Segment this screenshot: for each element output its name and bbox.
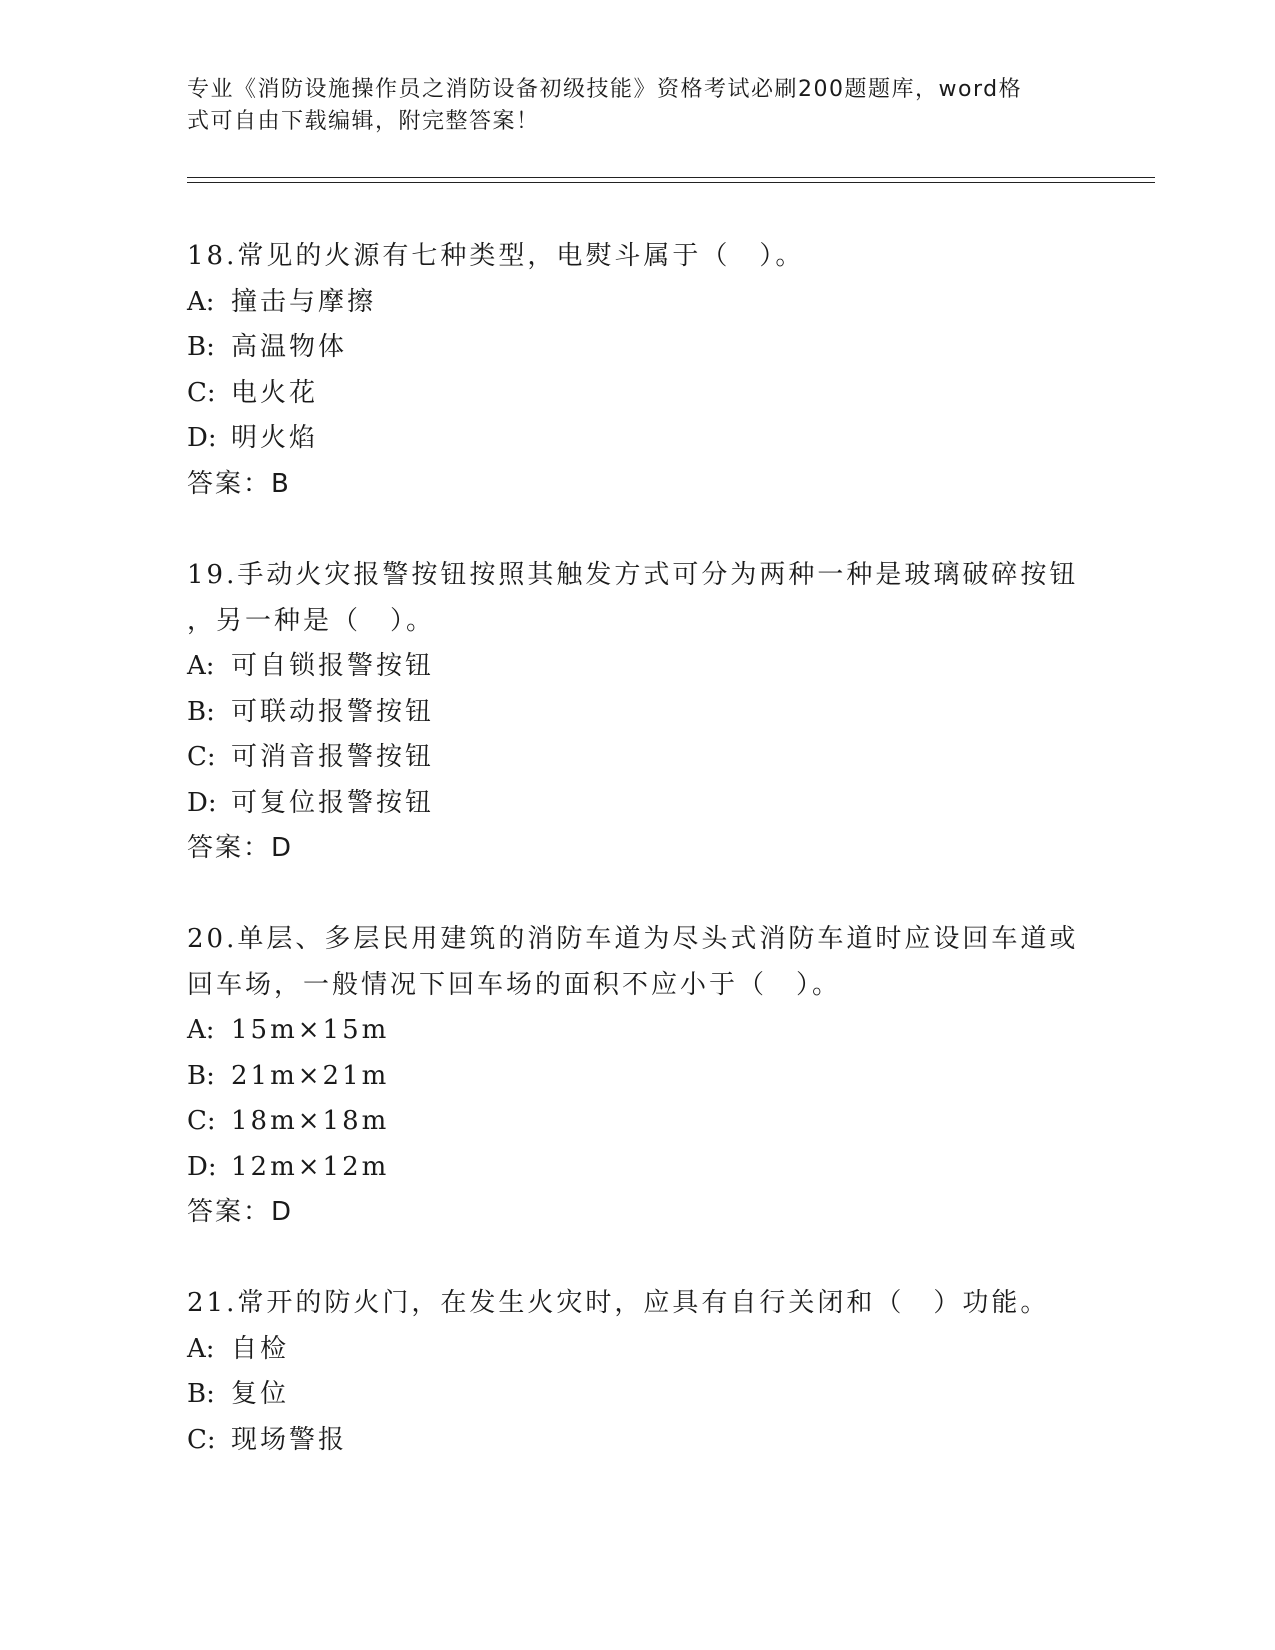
option-c xyxy=(187,371,1087,417)
option-c xyxy=(187,1099,1087,1145)
header-divider xyxy=(187,182,1155,183)
option-a xyxy=(187,644,1087,690)
option-letter: C: xyxy=(187,742,216,772)
question-block xyxy=(187,917,1087,1236)
question-block xyxy=(187,553,1087,872)
option-c xyxy=(187,735,1087,781)
option-text: 可复位报警按钮 xyxy=(231,787,435,818)
question-stem: 18.常见的火源有七种类型，电熨斗属于（ ）。 xyxy=(187,241,805,271)
question-stem: 19.手动火灾报警按钮按照其触发方式可分为两种一种是玻璃破碎按钮 xyxy=(187,560,1079,590)
option-a xyxy=(187,1327,1087,1373)
option-letter: A: xyxy=(187,651,215,681)
option-text: 高温物体 xyxy=(231,332,348,362)
option-letter: B: xyxy=(187,332,215,362)
question-block xyxy=(187,1281,1087,1463)
option-b xyxy=(187,1372,1087,1418)
option-text: 12m×12m xyxy=(231,1151,390,1182)
header-divider xyxy=(187,177,1155,178)
option-text: 可自锁报警按钮 xyxy=(231,651,435,681)
option-text: 可联动报警按钮 xyxy=(231,696,435,727)
option-letter: C: xyxy=(187,1424,216,1455)
option-d xyxy=(187,1145,1087,1191)
answer-line: 答案：B xyxy=(187,468,291,499)
option-a xyxy=(187,1008,1087,1054)
option-d xyxy=(187,416,1087,462)
option-letter: B: xyxy=(187,1060,215,1091)
option-text: 撞击与摩擦 xyxy=(231,286,377,317)
option-text: 21m×21m xyxy=(231,1060,390,1091)
question-block xyxy=(187,234,1087,507)
option-b xyxy=(187,690,1087,736)
option-d xyxy=(187,781,1087,827)
option-letter: B: xyxy=(187,696,215,727)
option-text: 明火焰 xyxy=(231,423,319,453)
option-text: 现场警报 xyxy=(231,1424,348,1455)
header-line: 式可自由下载编辑，附完整答案！ xyxy=(187,109,540,134)
option-c xyxy=(187,1418,1087,1464)
question-stem: 21.常开的防火门，在发生火灾时，应具有自行关闭和（ ）功能。 xyxy=(187,1288,1050,1318)
question-stem-continued: 回车场，一般情况下回车场的面积不应小于（ ）。 xyxy=(187,969,842,1000)
option-letter: C: xyxy=(187,1106,216,1136)
question-stem-continued: ，另一种是（ ）。 xyxy=(187,605,436,636)
question-stem: 20.单层、多层民用建筑的消防车道为尽头式消防车道时应设回车道或 xyxy=(187,924,1079,954)
option-text: 电火花 xyxy=(231,377,319,408)
option-letter: B: xyxy=(187,1379,215,1409)
option-text: 复位 xyxy=(231,1379,290,1409)
option-text: 自检 xyxy=(231,1333,290,1364)
option-b xyxy=(187,325,1087,371)
header-line: 专业《消防设施操作员之消防设备初级技能》资格考试必刷200题题库，word格 xyxy=(187,77,1023,102)
answer-line: 答案：D xyxy=(187,1197,294,1227)
option-text: 15m×15m xyxy=(231,1015,390,1045)
option-letter: A: xyxy=(187,286,215,317)
answer-line: 答案：D xyxy=(187,833,294,863)
document-header xyxy=(187,74,1077,138)
option-text: 可消音报警按钮 xyxy=(231,742,435,772)
option-text: 18m×18m xyxy=(231,1106,390,1136)
option-letter: D: xyxy=(187,1151,217,1182)
option-letter: A: xyxy=(187,1015,215,1045)
option-b xyxy=(187,1054,1087,1100)
option-letter: A: xyxy=(187,1333,215,1364)
option-a xyxy=(187,280,1087,326)
option-letter: C: xyxy=(187,377,216,408)
option-letter: D: xyxy=(187,787,217,818)
option-letter: D: xyxy=(187,423,217,453)
